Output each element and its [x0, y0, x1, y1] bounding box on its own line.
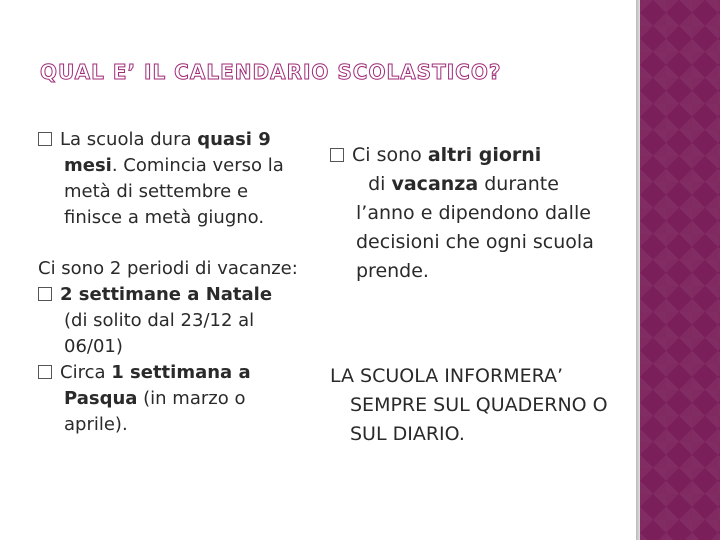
decorative-side-band [640, 0, 720, 540]
paragraph-vacation-periods: Ci sono 2 periodi di vacanze: [38, 258, 298, 279]
text-segment: Circa [60, 362, 112, 383]
checkbox-bullet-icon [38, 132, 52, 146]
bold-text: altri giorni [427, 144, 542, 166]
right-column [330, 141, 598, 286]
checkbox-bullet-icon [38, 365, 52, 379]
checkbox-bullet-icon [330, 148, 344, 162]
text-segment: (di solito dal 23/12 al 06/01) [64, 310, 255, 357]
slide-title: QUAL E’ IL CALENDARIO SCOLASTICO? [40, 60, 502, 84]
text-segment: (in marzo o aprile). [64, 388, 246, 435]
text-segment: . Comincia verso la metà di settembre e finisce a metà giugno. [64, 155, 284, 228]
bullet-school-duration [38, 127, 300, 231]
text-segment: La scuola dura [60, 129, 198, 150]
bullet-christmas [38, 282, 300, 360]
bold-text: 1 settimana a Pasqua [64, 362, 251, 409]
bold-text: vacanza [391, 173, 479, 195]
bold-text: quasi 9 mesi [64, 129, 271, 176]
text-segment: di [356, 173, 392, 195]
bullet-easter [38, 360, 300, 438]
bullet-other-holidays [330, 141, 598, 286]
text-segment: durante l’anno e dipendono dalle decisioni che ogni scuola prende. [356, 173, 594, 282]
bold-text: 2 settimane a Natale [60, 284, 273, 305]
text-segment: Ci sono [352, 144, 428, 166]
checkbox-bullet-icon [38, 287, 52, 301]
school-notice: LA SCUOLA INFORMERA’ SEMPRE SUL QUADERNO O SUL DIARIO. [330, 365, 608, 445]
left-column [38, 127, 300, 438]
